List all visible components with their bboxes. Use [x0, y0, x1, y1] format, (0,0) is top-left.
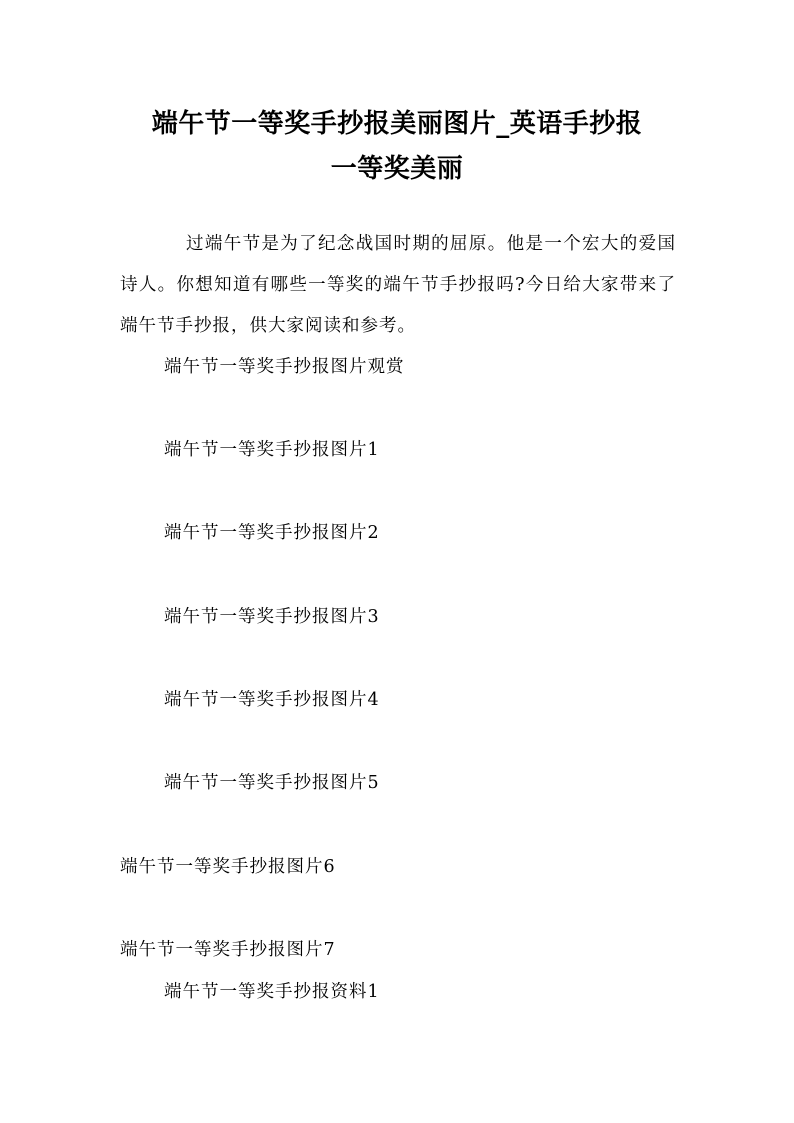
picture-caption-2: 端午节一等奖手抄报图片2: [164, 523, 380, 543]
intro-paragraph: 过端午节是为了纪念战国时期的屈原。他是一个宏大的爱国诗人。你想知道有哪些一等奖的端午节手抄报吗?今日给大家带来了端午节手抄报，供大家阅读和参考。: [120, 234, 676, 336]
picture-caption-4: 端午节一等奖手抄报图片4: [164, 690, 380, 710]
title-line-2: 一等奖美丽: [330, 154, 464, 184]
picture-caption-7: 端午节一等奖手抄报图片7: [120, 940, 336, 960]
page-title: [110, 102, 684, 192]
material-caption-1: 端午节一等奖手抄报资料1: [164, 982, 380, 1002]
picture-caption-5: 端午节一等奖手抄报图片5: [164, 773, 380, 793]
picture-caption-1: 端午节一等奖手抄报图片1: [164, 440, 380, 460]
section-heading: 端午节一等奖手抄报图片观赏: [164, 357, 405, 377]
title-line-1: 端午节一等奖手抄报美丽图片_英语手抄报: [151, 109, 643, 139]
picture-caption-6: 端午节一等奖手抄报图片6: [120, 857, 336, 877]
picture-caption-3: 端午节一等奖手抄报图片3: [164, 607, 380, 627]
